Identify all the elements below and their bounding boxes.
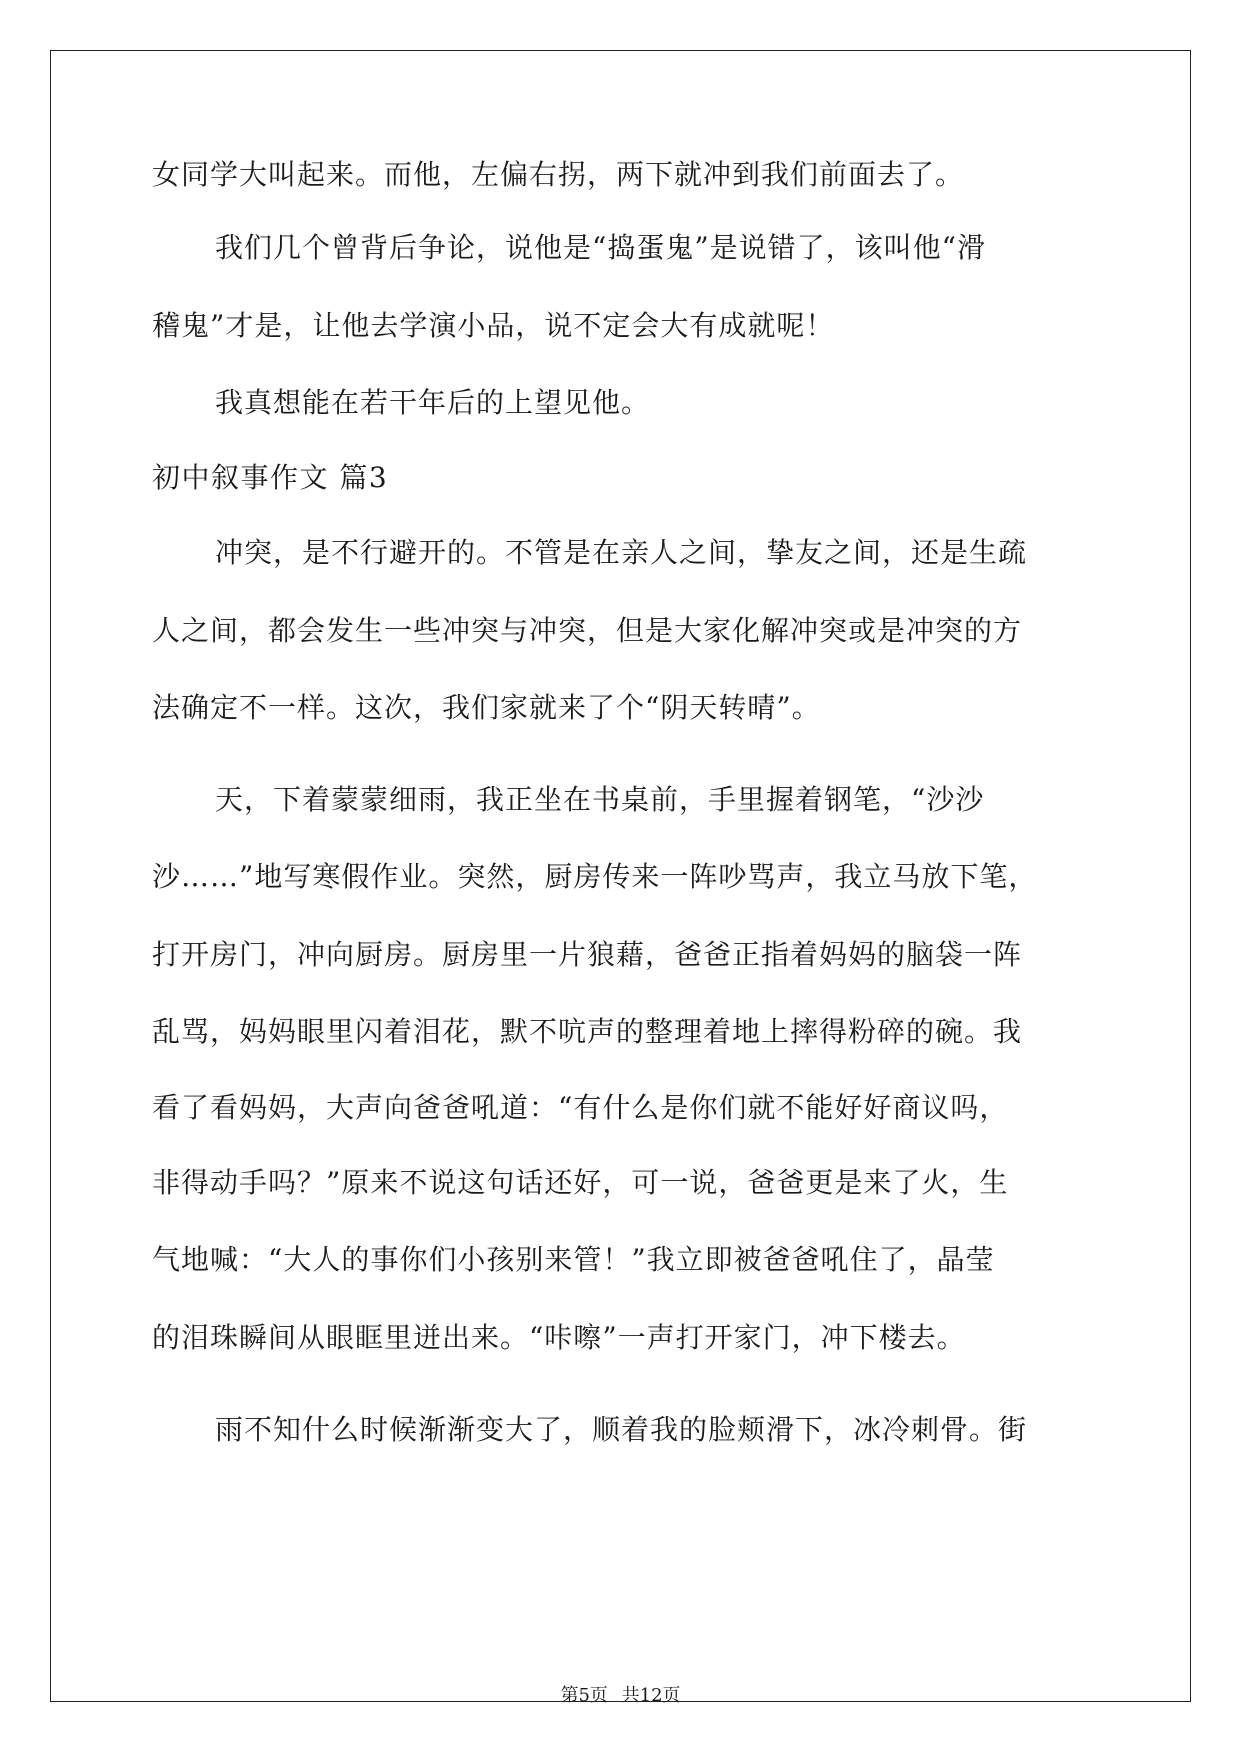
paragraph-line: 法确定不一样。这次，我们家就来了个“阴天转晴”。 <box>152 691 821 724</box>
paragraph-line: 雨不知什么时候渐渐变大了，顺着我的脸颊滑下，冰冷刺骨。街 <box>215 1413 1028 1446</box>
page-number: 第5页 <box>560 1685 608 1706</box>
section-heading: 初中叙事作文 篇3 <box>152 461 389 494</box>
paragraph-line: 我们几个曾背后争论，说他是“捣蛋鬼”是说错了，该叫他“滑 <box>215 231 986 264</box>
paragraph-line: 人之间，都会发生一些冲突与冲突，但是大家化解冲突或是冲突的方 <box>152 614 1023 647</box>
paragraph-line: 打开房门，冲向厨房。厨房里一片狼藉，爸爸正指着妈妈的脑袋一阵 <box>152 938 1023 971</box>
paragraph-line: 冲突，是不行避开的。不管是在亲人之间，挚友之间，还是生疏 <box>215 536 1028 569</box>
page-total: 共12页 <box>621 1685 681 1706</box>
paragraph-line: 的泪珠瞬间从眼眶里迸出来。“咔嚓”一声打开家门，冲下楼去。 <box>152 1321 966 1354</box>
paragraph-line: 我真想能在若干年后的上望见他。 <box>215 386 651 419</box>
paragraph-line: 女同学大叫起来。而他，左偏右拐，两下就冲到我们前面去了。 <box>152 158 965 191</box>
paragraph-line: 稽鬼”才是，让他去学演小品，说不定会大有成就呢！ <box>152 309 835 342</box>
paragraph-line: 乱骂，妈妈眼里闪着泪花，默不吭声的整理着地上摔得粉碎的碗。我 <box>152 1015 1023 1048</box>
paragraph-line: 气地喊：“大人的事你们小孩别来管！”我立即被爸爸吼住了，晶莹 <box>152 1243 995 1276</box>
paragraph-line: 沙……”地写寒假作业。突然，厨房传来一阵吵骂声，我立马放下笔， <box>152 860 1038 893</box>
paragraph-line: 看了看妈妈，大声向爸爸吼道：“有什么是你们就不能好好商议吗， <box>152 1091 1009 1124</box>
paragraph-line: 天，下着蒙蒙细雨，我正坐在书桌前，手里握着钢笔，“沙沙 <box>215 783 985 816</box>
page-footer <box>0 1685 1241 1707</box>
paragraph-line: 非得动手吗？”原来不说这句话还好，可一说，爸爸更是来了火，生 <box>152 1166 1009 1199</box>
